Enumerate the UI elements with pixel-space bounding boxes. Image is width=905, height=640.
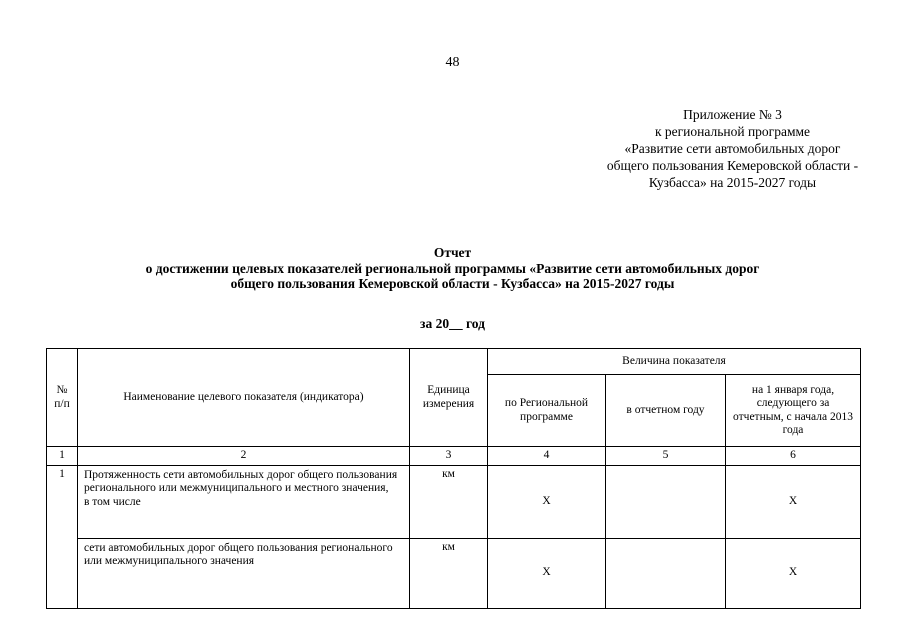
row-plan: Х xyxy=(488,538,606,608)
row-unit: км xyxy=(410,538,488,608)
column-number: 2 xyxy=(78,447,410,466)
appendix-note xyxy=(560,106,905,191)
header-plan: по Региональной программе xyxy=(488,375,606,447)
column-number: 1 xyxy=(47,447,78,466)
title-line: общего пользования Кемеровской области - Кузбасса» на 2015-2027 годы xyxy=(230,276,675,291)
appendix-line: Приложение № 3 xyxy=(683,107,782,122)
row-since: Х xyxy=(726,538,861,608)
appendix-line: Кузбасса» на 2015-2027 годы xyxy=(648,175,817,190)
row-name: Протяженность сети автомобильных дорог общего пользования регионального или межмуниципального и местного значения, в том числе xyxy=(78,465,410,538)
column-number: 3 xyxy=(410,447,488,466)
column-number: 5 xyxy=(606,447,726,466)
report-period: за 20__ год xyxy=(420,316,485,331)
page-number: 48 xyxy=(445,55,460,70)
header-value-group: Величина показателя xyxy=(488,349,861,375)
row-plan: Х xyxy=(488,465,606,538)
row-actual xyxy=(606,465,726,538)
title-line: Отчет xyxy=(433,245,472,260)
header-num-line: п/п xyxy=(54,397,70,410)
row-name: сети автомобильных дорог общего пользования регионального или межмуниципального значения xyxy=(78,538,410,608)
appendix-line: «Развитие сети автомобильных дорог xyxy=(624,141,841,156)
report-title xyxy=(0,245,905,292)
header-unit: Единица измерения xyxy=(410,349,488,447)
table-row xyxy=(47,538,861,608)
appendix-line: к региональной программе xyxy=(654,124,811,139)
title-line: о достижении целевых показателей региональной программы «Развитие сети автомобильных дорог xyxy=(145,260,760,276)
row-since: Х xyxy=(726,465,861,538)
row-num: 1 xyxy=(47,465,78,608)
column-number: 6 xyxy=(726,447,861,466)
indicators-table xyxy=(46,348,861,609)
row-unit: км xyxy=(410,465,488,538)
table-row xyxy=(47,465,861,538)
header-since-2013: на 1 января года, следующего за отчетным, с начала 2013 года xyxy=(726,375,861,447)
header-actual: в отчетном году xyxy=(606,375,726,447)
header-num xyxy=(47,349,78,447)
appendix-line: общего пользования Кемеровской области - xyxy=(606,158,859,173)
header-name: Наименование целевого показателя (индикатора) xyxy=(78,349,410,447)
column-number: 4 xyxy=(488,447,606,466)
header-num-line: № xyxy=(56,384,68,396)
row-actual xyxy=(606,538,726,608)
